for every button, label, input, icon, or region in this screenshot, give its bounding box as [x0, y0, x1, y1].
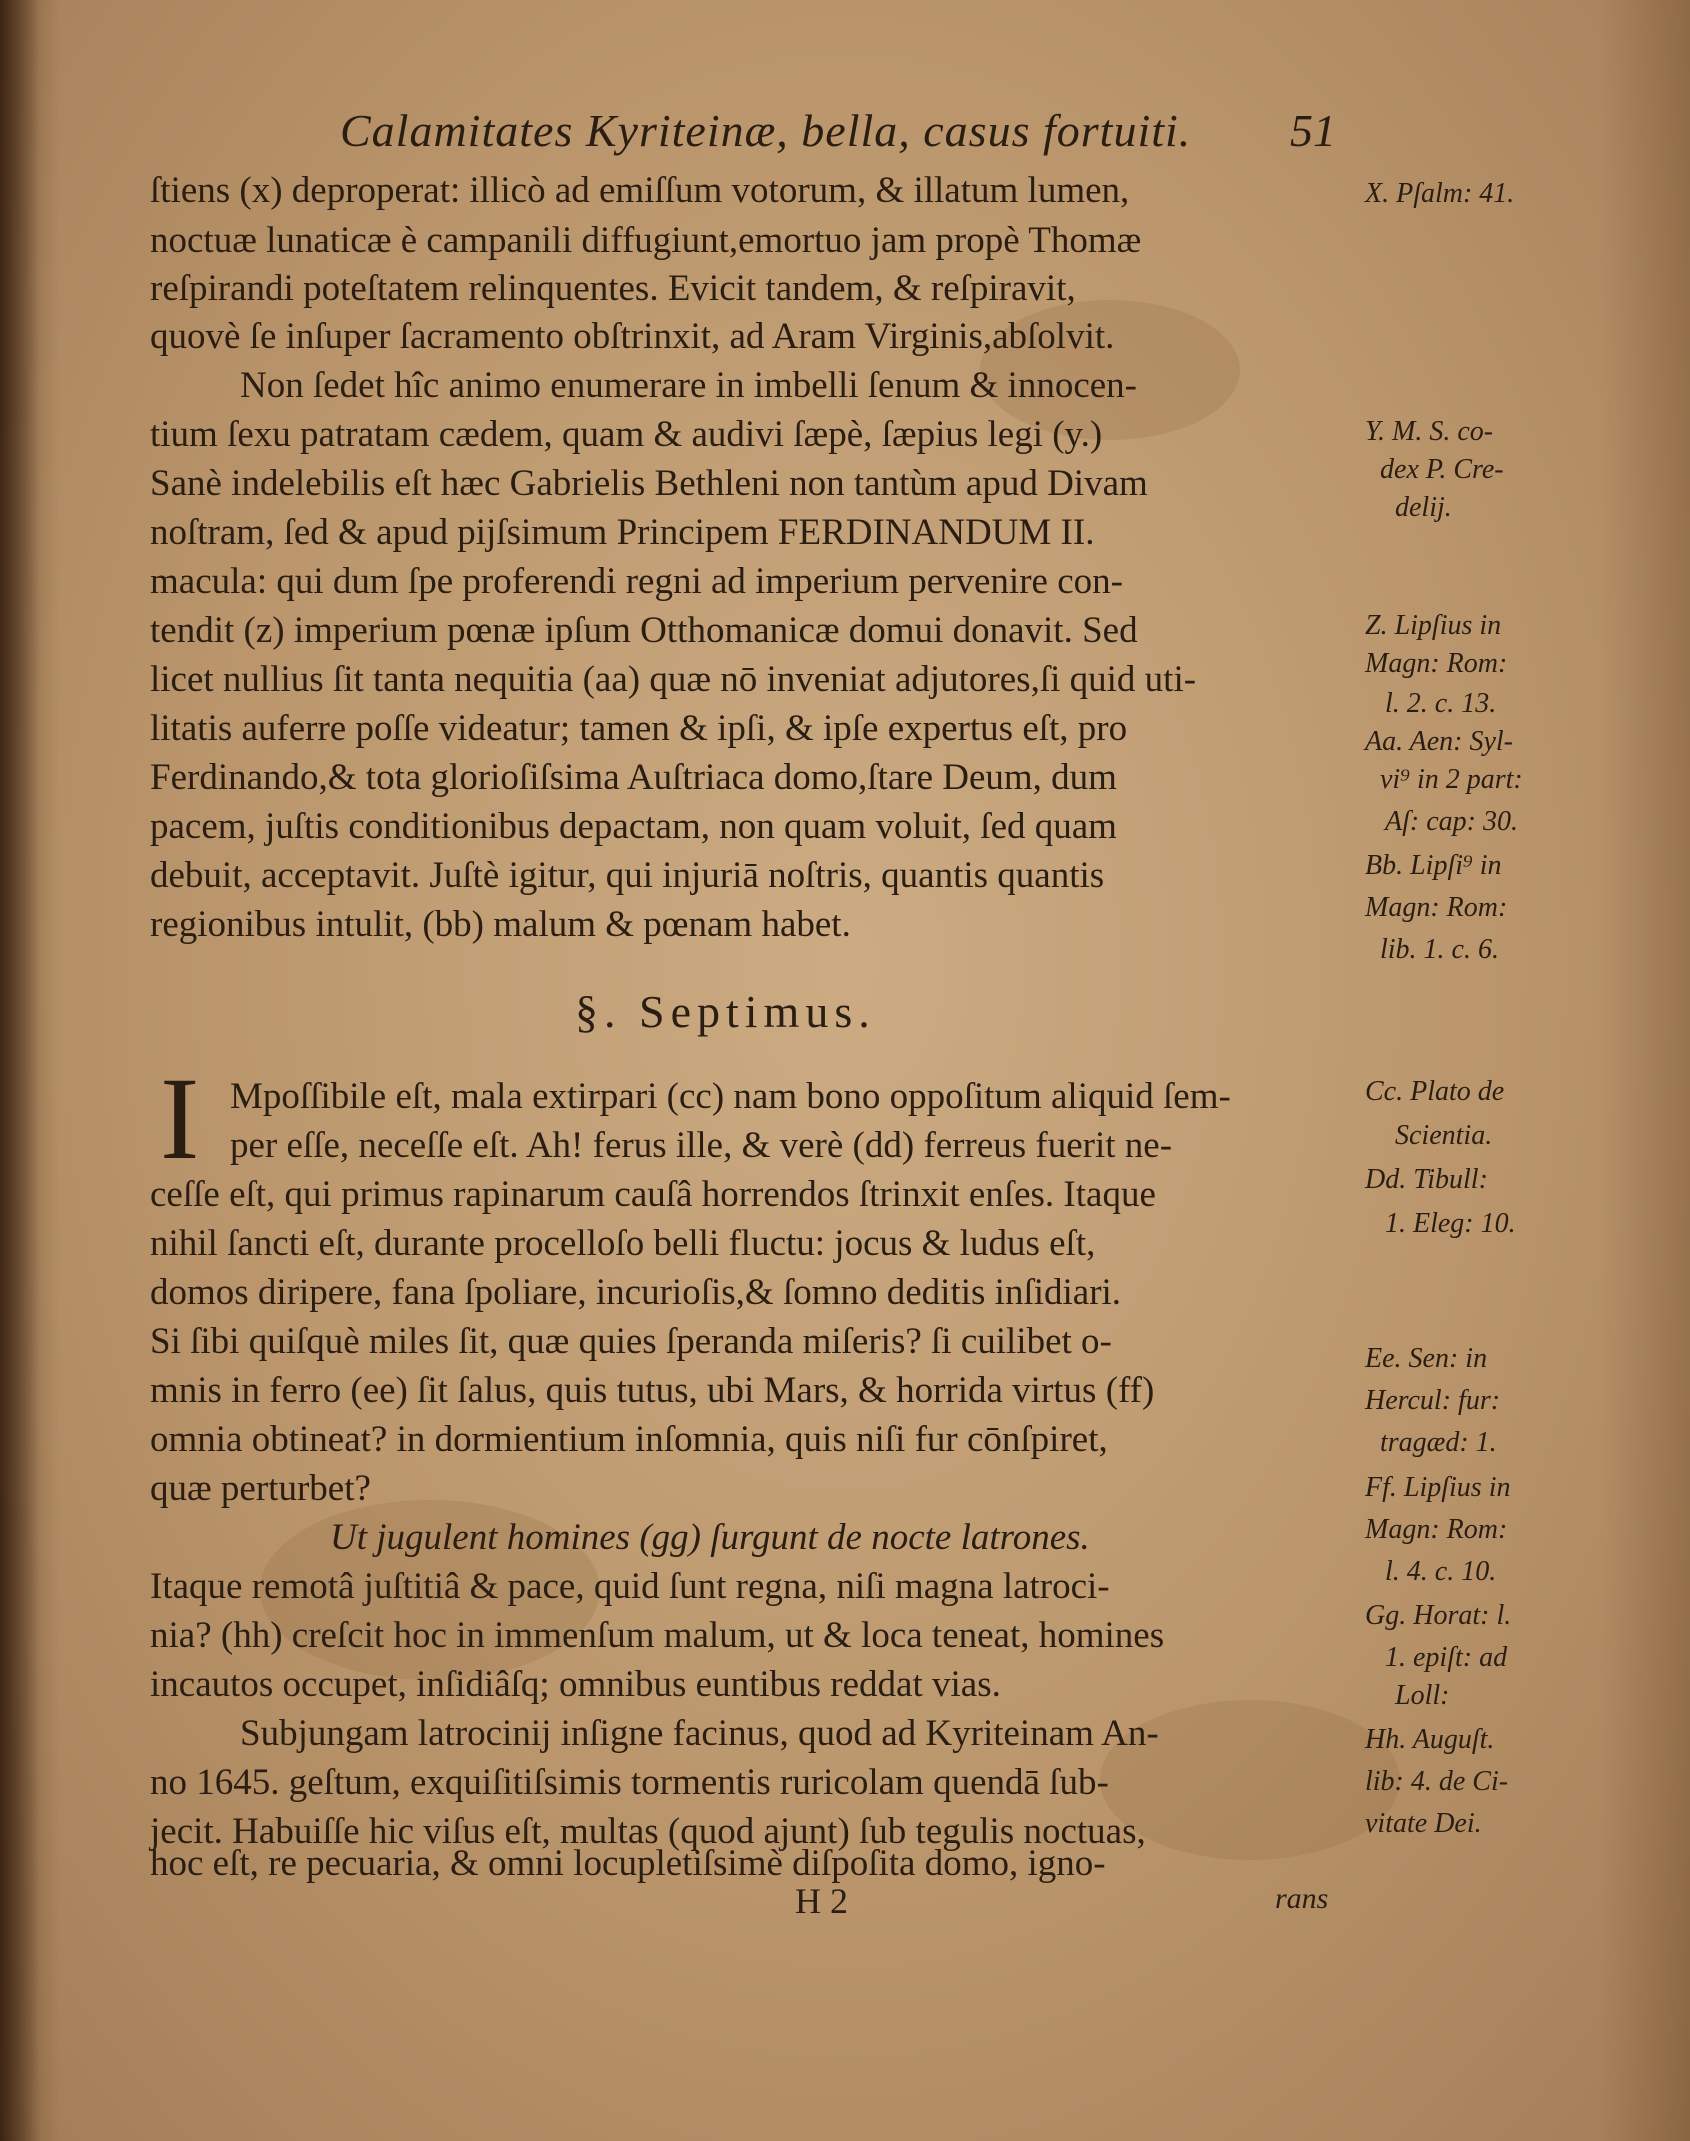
marginal-note: Magn: Rom: — [1365, 1514, 1508, 1545]
text-line: noſtram, ſed & apud pijſsimum Principem FERDINANDUM II. — [150, 512, 1095, 553]
text-line: nia? (hh) creſcit hoc in immenſum malum, ut & loca teneat, homines — [150, 1615, 1165, 1656]
text-line: Sanè indelebilis eſt hæc Gabrielis Bethleni non tantùm apud Divam — [150, 463, 1148, 504]
marginal-note: Aa. Aen: Syl- — [1365, 726, 1513, 757]
text-line: macula: qui dum ſpe proferendi regni ad imperium pervenire con- — [150, 561, 1123, 602]
text-line: noctuæ lunaticæ è campanili diffugiunt,emortuo jam propè Thomæ — [150, 220, 1142, 261]
marginal-note: Gg. Horat: l. — [1365, 1600, 1512, 1631]
text-line: ceſſe eſt, qui primus rapinarum cauſâ horrendos ſtrinxit enſes. Itaque — [150, 1174, 1156, 1215]
page-number: 51 — [1290, 105, 1336, 156]
text-line: Itaque remotâ juſtitiâ & pace, quid ſunt regna, niſi magna latroci- — [150, 1566, 1110, 1607]
marginal-note: Aſ: cap: 30. — [1385, 806, 1518, 837]
marginal-note: delij. — [1395, 492, 1452, 523]
text-line: hoc eſt, re pecuaria, & omni locupletiſsimè diſpoſita domo, igno- — [150, 1843, 1106, 1884]
gutter-shadow — [0, 0, 40, 2141]
marginal-note: 1. Eleg: 10. — [1385, 1208, 1516, 1239]
text-line: debuit, acceptavit. Juſtè igitur, qui injuriā noſtris, quantis quantis — [150, 855, 1105, 896]
marginal-note: X. Pſalm: 41. — [1365, 178, 1515, 209]
text-line: licet nullius ſit tanta nequitia (aa) quæ nō inveniat adjutores,ſi quid uti- — [150, 659, 1197, 700]
text-line: quovè ſe inſuper ſacramento obſtrinxit, ad Aram Virginis,abſolvit. — [150, 316, 1115, 357]
text-line: pacem, juſtis conditionibus depactam, non quam voluit, ſed quam — [150, 806, 1117, 847]
text-line: Mpoſſibile eſt, mala extirpari (cc) nam bono oppoſitum aliquid ſem- — [230, 1076, 1231, 1117]
text-line: ſtiens (x) deproperat: illicò ad emiſſum votorum, & illatum lumen, — [150, 170, 1130, 211]
drop-cap: I — [160, 1053, 200, 1184]
marginal-note: Hh. Auguſt. — [1365, 1724, 1495, 1755]
marginal-note: tragæd: 1. — [1380, 1427, 1497, 1458]
text-line: mnis in ferro (ee) ſit ſalus, quis tutus, ubi Mars, & horrida virtus (ff) — [150, 1370, 1155, 1411]
section-heading: §. Septimus. — [575, 986, 876, 1037]
marginal-note: Ee. Sen: in — [1365, 1343, 1488, 1374]
signature-mark: H 2 — [795, 1881, 848, 1921]
marginal-note: Ff. Lipſius in — [1365, 1472, 1511, 1503]
text-line: Non ſedet hîc animo enumerare in imbelli ſenum & innocen- — [240, 365, 1137, 406]
text-line: incautos occupet, inſidiâſq; omnibus euntibus reddat vias. — [150, 1664, 1001, 1705]
marginal-note: vi⁹ in 2 part: — [1380, 764, 1523, 795]
text-line: Ferdinando,& tota glorioſiſsima Auſtriaca domo,ſtare Deum, dum — [150, 757, 1117, 798]
catchword: rans — [1275, 1882, 1329, 1915]
marginal-note: dex P. Cre- — [1380, 454, 1504, 485]
text-line: omnia obtineat? in dormientium inſomnia, quis niſi fur cōnſpiret, — [150, 1419, 1108, 1460]
marginal-note: Y. M. S. co- — [1365, 416, 1494, 447]
marginal-note: lib: 4. de Ci- — [1365, 1766, 1509, 1797]
marginal-note: Bb. Lipſi⁹ in — [1365, 850, 1502, 881]
text-line: Subjungam latrocinij inſigne facinus, quod ad Kyriteinam An- — [240, 1713, 1159, 1754]
text-line: tendit (z) imperium pœnæ ipſum Otthomanicæ domui donavit. Sed — [150, 610, 1138, 651]
marginal-note: 1. epiſt: ad — [1385, 1642, 1508, 1673]
verse-line: Ut jugulent homines (gg) ſurgunt de nocte latrones. — [330, 1517, 1090, 1558]
text-line: regionibus intulit, (bb) malum & pœnam habet. — [150, 904, 851, 945]
marginal-note: l. 2. c. 13. — [1385, 688, 1497, 719]
marginal-note: Dd. Tibull: — [1365, 1164, 1488, 1195]
text-line: domos diripere, fana ſpoliare, incurioſis,& ſomno deditis inſidiari. — [150, 1272, 1122, 1313]
text-line: litatis auferre poſſe videatur; tamen & ipſi, & ipſe expertus eſt, pro — [150, 708, 1128, 749]
marginal-note: vitate Dei. — [1365, 1808, 1482, 1839]
marginal-note: Loll: — [1395, 1680, 1450, 1711]
text-line: quæ perturbet? — [150, 1468, 371, 1509]
running-title: Calamitates Kyriteinæ, bella, casus fortuiti. — [340, 105, 1192, 156]
marginal-note: l. 4. c. 10. — [1385, 1556, 1497, 1587]
text-line: nihil ſancti eſt, durante procelloſo belli fluctu: jocus & ludus eſt, — [150, 1223, 1096, 1264]
marginal-note: Scientia. — [1395, 1120, 1493, 1151]
marginal-note: Z. Lipſius in — [1365, 610, 1502, 641]
text-line: per eſſe, neceſſe eſt. Ah! ferus ille, & verè (dd) ferreus fuerit ne- — [230, 1125, 1173, 1166]
text-line: Si ſibi quiſquè miles ſit, quæ quies ſperanda miſeris? ſi cuilibet o- — [150, 1321, 1112, 1362]
marginal-note: lib. 1. c. 6. — [1380, 934, 1499, 965]
text-line: jecit. Habuiſſe hic viſus eſt, multas (quod ajunt) ſub tegulis noctuas, — [150, 1811, 1146, 1852]
marginal-note: Magn: Rom: — [1365, 648, 1508, 679]
marginal-note: Magn: Rom: — [1365, 892, 1508, 923]
text-line: no 1645. geſtum, exquiſitiſsimis tormentis ruricolam quendā ſub- — [150, 1762, 1109, 1803]
marginal-note: Hercul: fur: — [1365, 1385, 1501, 1416]
text-line: reſpirandi poteſtatem relinquentes. Evicit tandem, & reſpiravit, — [150, 268, 1076, 309]
marginal-note: Cc. Plato de — [1365, 1076, 1505, 1107]
text-line: tium ſexu patratam cædem, quam & audivi ſæpè, ſæpius legi (y.) — [150, 414, 1103, 455]
